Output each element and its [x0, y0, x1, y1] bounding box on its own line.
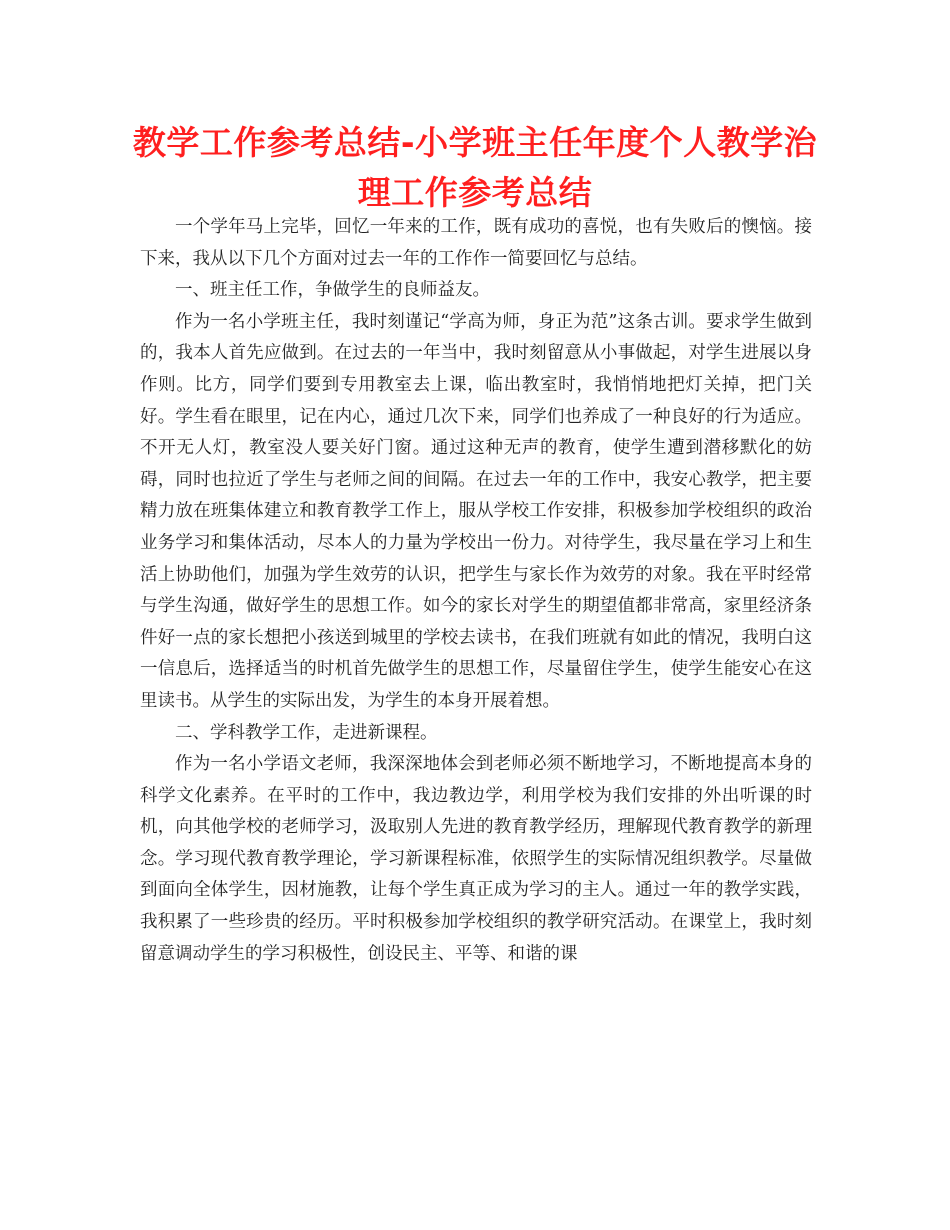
section-heading-teaching: 二、学科教学工作，走进新课程。: [175, 722, 438, 743]
teaching-paragraph: 作为一名小学语文老师，我深深地体会到老师必须不断地学习，不断地提高本身的科学文化素养。在平时的工作中，我边教边学，利用学校为我们安排的外出听课的时机，向其他学校的老师学习，汲取别人先进的教育教学经历，理解现代教育教学的新理念。学习现代教育教学理论，学习新课程标准，依照学生的实际情况组织教学。尽量做到面向全体学生，因材施教，让每个学生真正成为学习的主人。通过一年的教学实践，我积累了一些珍贵的经历。平时积极参加学校组织的教学研究活动。在课堂上，我时刻留意调动学生的学习积极性，创设民主、平等、和谐的课: [140, 754, 812, 964]
section-heading-class-teacher: 一、班主任工作，争做学生的良师益友。: [175, 280, 490, 301]
class-teacher-paragraph: 作为一名小学班主任，我时刻谨记“学高为师，身正为范”这条古训。要求学生做到的，我本人首先应做到。在过去的一年当中，我时刻留意从小事做起，对学生进展以身作则。比方，同学们要到专用教室去上课，临出教室时，我悄悄地把灯关掉，把门关好。学生看在眼里，记在内心，通过几次下来，同学们也养成了一种良好的行为适应。不开无人灯，教室没人要关好门窗。通过这种无声的教育，使学生遭到潜移默化的妨碍，同时也拉近了学生与老师之间的间隔。在过去一年的工作中，我安心教学，把主要精力放在班集体建立和教育教学工作上，服从学校工作安排，积极参加学校组织的政治业务学习和集体活动，尽本人的力量为学校出一份力。对待学生，我尽量在学习上和生活上协助他们，加强为学生效劳的认识，把学生与家长作为效劳的对象。我在平时经常与学生沟通，做好学生的思想工作。如今的家长对学生的期望值都非常高，家里经济条件好一点的家长想把小孩送到城里的学校去读书，在我们班就有如此的情况，我明白这一信息后，选择适当的时机首先做学生的思想工作，尽量留住学生，使学生能安心在这里读书。从学生的实际出发，为学生的本身开展着想。: [140, 311, 812, 711]
document-body: [140, 212, 812, 970]
intro-paragraph: 一个学年马上完毕，回忆一年来的工作，既有成功的喜悦，也有失败后的懊恼。接下来，我从以下几个方面对过去一年的工作作一简要回忆与总结。: [140, 217, 812, 269]
document-title: 教学工作参考总结-小学班主任年度个人教学治理工作参考总结: [132, 123, 818, 212]
